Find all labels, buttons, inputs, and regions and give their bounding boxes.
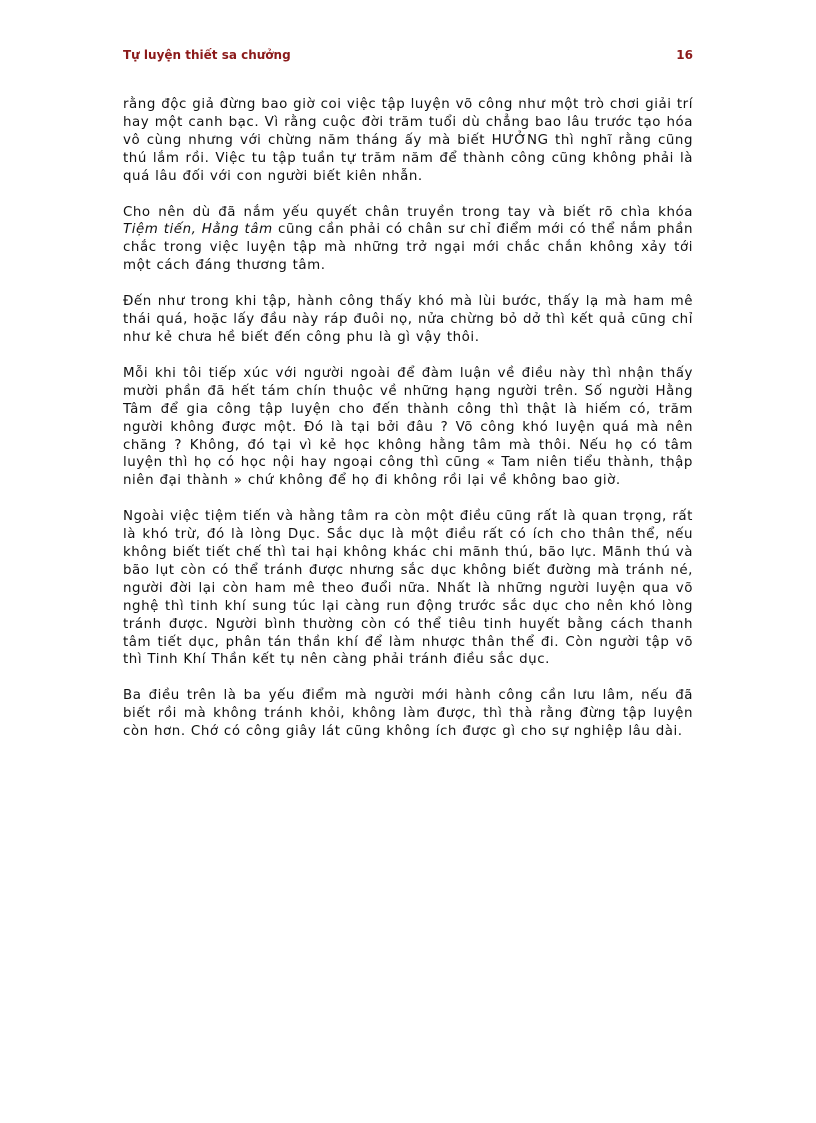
paragraph-4: Mỗi khi tôi tiếp xúc với người ngoài để đàm luận về điều này thì nhận thấy mười phần đã hết tám chín thuộc về những hạng người trên. Số người Hằng Tâm để gia công tập luyện cho đến thành công thì thật là hiếm có, trăm người không được một. Đó là tại bởi đâu ? Võ công khó luyện quá mà nên chăng ? Không, đó tại vì kẻ học không hằng tâm mà thôi. Nếu họ có tâm luyện thì họ có học nội hay ngoại công thì cũng « Tam niên tiểu thành, thập niên đại thành » chứ không để họ đi không rồi lại về không bao giờ. — [123, 365, 693, 489]
page-number: 16 — [676, 48, 693, 62]
paragraph-5: Ngoài việc tiệm tiến và hằng tâm ra còn một điều cũng rất là quan trọng, rất là khó trừ, đó là lòng Dục. Sắc dục là một điều rất có ích cho thân thể, nếu không biết tiết chế thì tai hại không khác chi mãnh thú, bão lực. Mãnh thú và bão lụt còn có thể tránh được nhưng sắc dục không biết đường mà tránh né, người đời lại còn ham mê theo đuổi nữa. Nhất là những người luyện qua võ nghệ thì tinh khí sung túc lại càng run động trước sắc dục cho nên khó lòng tránh được. Người bình thường còn có thể tiêu tinh huyết bằng cách thanh tâm tiết dục, phân tán thần khí để làm nhược thân thể đi. Còn người tập võ thì Tinh Khí Thần kết tụ nên càng phải tránh điều sắc dục. — [123, 509, 693, 668]
paragraph-2-start: Cho nên dù đã nắm yếu quyết chân truyền trong tay và biết rõ chìa khóa — [123, 204, 693, 220]
paragraph-1: rằng độc giả đừng bao giờ coi việc tập luyện võ công như một trò chơi giải trí hay một canh bạc. Vì rằng cuộc đời trăm tuổi dù chẳng bao lâu trước tạo hóa vô cùng nhưng với chừng năm tháng ấy mà biết HƯỞNG thì nghĩ rằng cũng thú lắm rồi. Việc tu tập tuần tự trăm năm để thành công cũng không phải là quá lâu đối với con người biết kiên nhẫn. — [123, 97, 693, 184]
paragraph-6: Ba điều trên là ba yếu điểm mà người mới hành công cần lưu lâm, nếu đã biết rồi mà không tránh khỏi, không làm được, thì thà rằng đừng tập luyện còn hơn. Chớ có công giây lát cũng không ích được gì cho sự nghiệp lâu dài. — [123, 688, 693, 740]
paragraph-2 — [123, 204, 693, 276]
paragraph-3: Đến như trong khi tập, hành công thấy khó mà lùi bước, thấy lạ mà ham mê thái quá, hoặc lấy đầu này ráp đuôi nọ, nửa chừng bỏ dở thì kết quả cũng chỉ như kẻ chưa hề biết đến công phu là gì vậy thôi. — [123, 294, 693, 345]
paragraph-2-end: cũng cần phải có chân sư chỉ điểm mới có thể nắm phần chắc trong việc luyện tập mà những trở ngại mới chắc chắn không xảy tới một cách đáng thương tâm. — [123, 222, 693, 274]
body-text — [123, 96, 693, 759]
paragraph-2-italic: Tiệm tiến, Hằng tâm — [123, 222, 273, 238]
page-header — [123, 48, 693, 64]
running-title: Tự luyện thiết sa chưởng — [123, 48, 291, 62]
